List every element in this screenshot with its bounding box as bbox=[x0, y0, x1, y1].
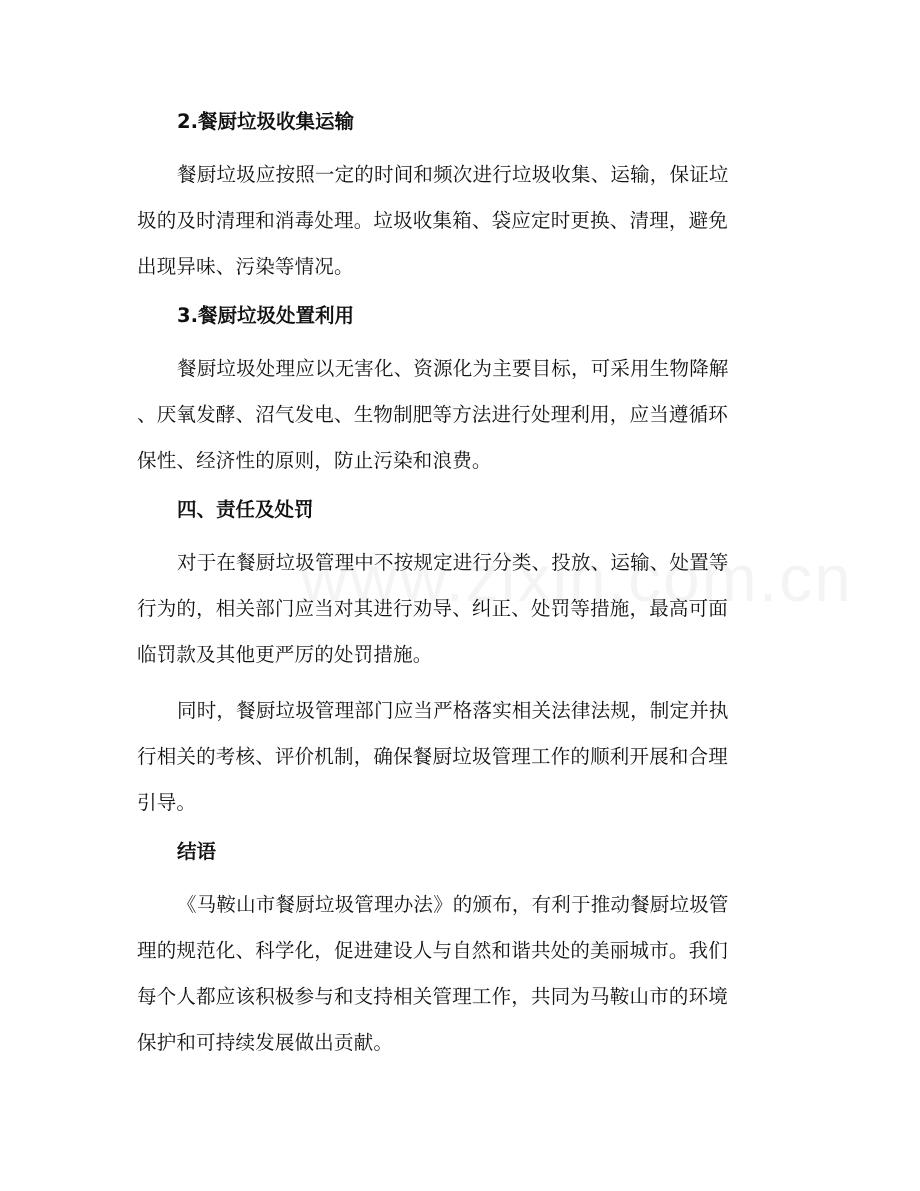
section-responsibility-penalty bbox=[137, 494, 777, 826]
section-conclusion bbox=[137, 836, 777, 1066]
paragraph: 餐厨垃圾处理应以无害化、资源化为主要目标，可采用生物降解 、厌氧发酵、沼气发电、生物制肥等方法进行处理利用，应当遵循环 保性、经济性的原则，防止污染和浪费。 bbox=[137, 357, 729, 472]
section-disposal-utilization bbox=[137, 300, 777, 484]
section-collection-transport bbox=[137, 106, 777, 290]
section-heading: 四、责任及处罚 bbox=[177, 498, 314, 521]
paragraph: 对于在餐厨垃圾管理中不按规定进行分类、投放、运输、处置等 行为的，相关部门应当对其进行劝导、纠正、处罚等措施，最高可面 临罚款及其他更严厉的处罚措施。 bbox=[137, 551, 729, 666]
document-body bbox=[137, 106, 777, 1076]
section-heading: 2.餐厨垃圾收集运输 bbox=[177, 110, 354, 133]
section-heading: 结语 bbox=[177, 840, 217, 863]
paragraph: 同时，餐厨垃圾管理部门应当严格落实相关法律法规，制定并执 行相关的考核、评价机制，确保餐厨垃圾管理工作的顺利开展和合理 引导。 bbox=[137, 699, 729, 814]
paragraph: 餐厨垃圾应按照一定的时间和频次进行垃圾收集、运输，保证垃 圾的及时清理和消毒处理。垃圾收集箱、袋应定时更换、清理，避免 出现异味、污染等情况。 bbox=[137, 163, 729, 278]
paragraph: 《马鞍山市餐厨垃圾管理办法》的颁布，有利于推动餐厨垃圾管 理的规范化、科学化，促进建设人与自然和谐共处的美丽城市。我们 每个人都应该积极参与和支持相关管理工作，共同为马鞍山市的环境 保护和可持续发展做出贡献。 bbox=[137, 893, 729, 1054]
section-heading: 3.餐厨垃圾处置利用 bbox=[177, 304, 354, 327]
